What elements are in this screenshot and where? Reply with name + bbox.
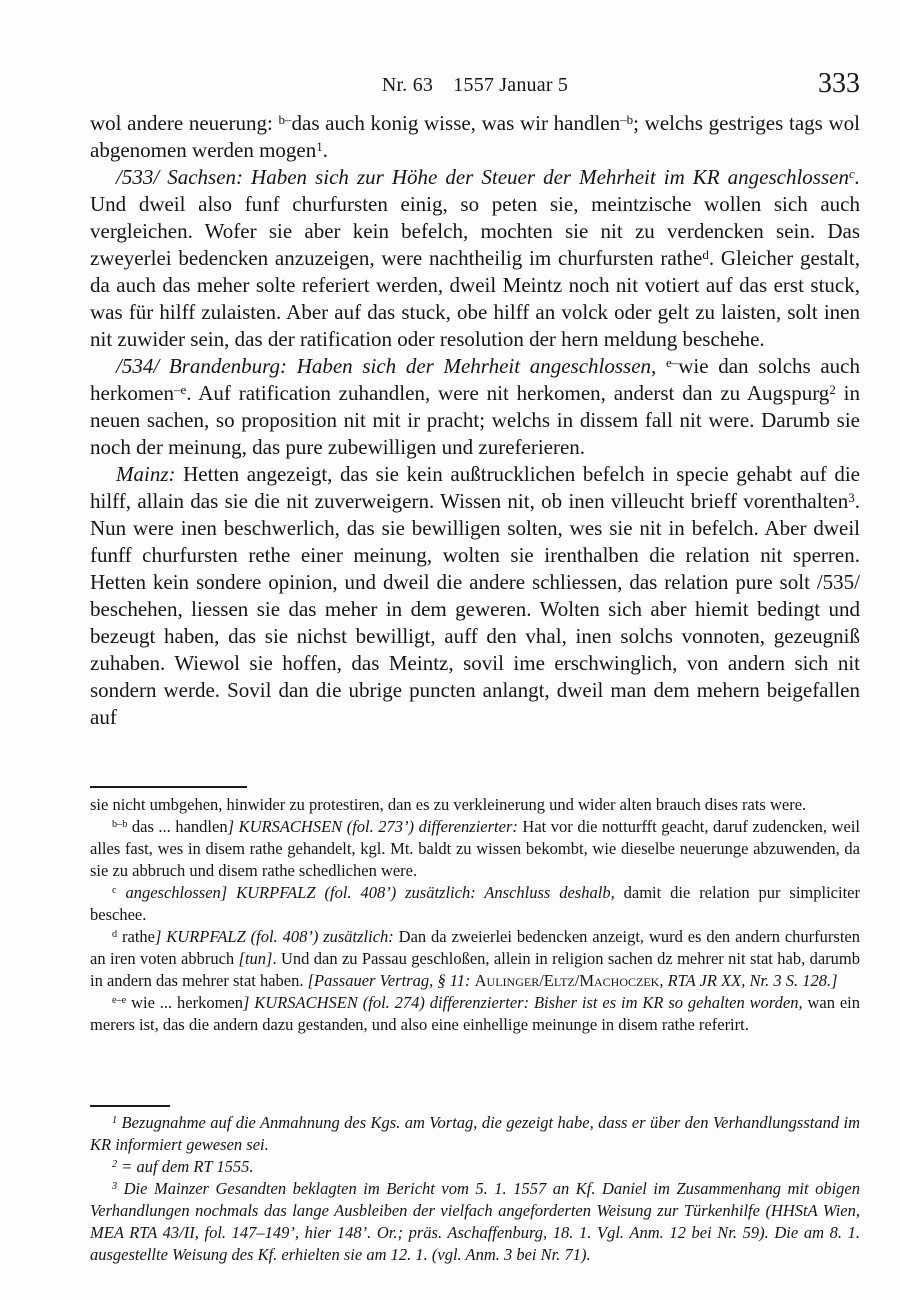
text-segment: das auch konig wisse, was wir handlen — [291, 111, 621, 135]
text-segment: Hetten angezeigt, das sie kein außtrucklichen befelch in specie gehabt auf die hilff, allain das sie die nit zuverweigern. Wissen nit, ob inen villeucht brieff vorenthalten — [90, 462, 860, 513]
apparatus-separator-rule — [90, 786, 247, 788]
text-segment: das ... handlen — [127, 817, 228, 836]
footnote — [90, 1178, 860, 1266]
note-marker: c — [848, 166, 855, 182]
footnote — [90, 1112, 860, 1156]
note-marker: e– — [665, 355, 679, 371]
footnote — [90, 1156, 860, 1178]
text-segment: . Und dan zu Passau geschloßen, allein in religion sachen dz mehrer nit stat hab, darumb in andern das mehrer stat haben. — [90, 949, 860, 990]
text-segment: . Auf ratification zuhandlen, were nit herkomen, anderst dan zu Augspurg — [186, 381, 830, 405]
apparatus-note — [90, 992, 860, 1036]
body-paragraph — [90, 164, 860, 353]
text-segment: [tun] — [238, 949, 273, 968]
note-marker: 3 — [848, 490, 855, 506]
text-segment: . — [322, 138, 329, 162]
text-segment: /533/ Sachsen: Haben sich zur Höhe der Steuer der Mehrheit im KR angeschlossen — [116, 165, 849, 189]
text-segment: rathe — [117, 927, 155, 946]
text-segment: ] KURSACHSEN (fol. 273’) differenzierter: — [227, 817, 518, 836]
note-marker: d — [112, 929, 118, 941]
text-segment: ] KURPFALZ (fol. 408’) zusätzlich: — [154, 927, 394, 946]
page-number: 333 — [818, 68, 860, 99]
text-segment: . Gleicher gestalt, da auch das meher solte referiert werden, dweil Meintz noch nit votiert auf das erst stuck, was für hilff zulaisten. Aber auf das stuck, obe hilff an volck oder gelt zu laisten, solt inen nit zuwider sein, das der ratification oder resolution der hern meldung beschehe. — [90, 246, 861, 351]
text-segment: Bezugnahme auf die Anmahnung des Kgs. am Vortag, die gezeigt habe, dass er über den Verhandlungsstand im KR informiert gewesen sei. — [90, 1113, 860, 1154]
note-marker: c — [112, 885, 117, 897]
text-segment: Und dweil also funf churfursten einig, so peten sie, meintzische wollen sich auch vergleichen. Wofer sie aber kein befelch, mochten sie nit zu verdencken sein. Das zweyerlei bedencken anzuzeigen, were nachtheilig im churfursten rathe — [90, 192, 860, 270]
text-segment: . — [854, 165, 860, 189]
text-segment: Hat vor die notturfft geacht, daruf zudencken, weil alles fast, wes in disem rathe gehandelt, kgl. Mt. baldt zu wissen bekombt, wie dieselbe neuerunge abzuwenden, da sie zu abbruch und disem rathe schedlichen were. — [90, 817, 860, 880]
text-segment: . Nun were inen beschwerlich, das sie bewilligen solten, wes sie nit in befelch. Aber dweil funff churfursten rethe einer meinung, wolten sie irenthalben die relation nit sperren. Hetten kein sondere opinion, und dweil die andere schliessen, das relation pure solt /535/ beschehen, liessen sie das meher in dem geweren. Wolten sich aber hiemit bedingt und bezeugt haben, das sie nichst bewilligt, auff den vhal, inen solchs vonnoten, gezeugniß zuhaben. Wiewol sie hoffen, das Meintz, sovil ime erschwinglich, von andern sich nit sondern werde. Sovil dan die ubrige puncten anlangt, dweil man dem mehern beigefallen auf — [90, 489, 860, 729]
main-text-block — [90, 110, 860, 731]
note-marker: –e — [173, 382, 187, 398]
apparatus-note — [90, 794, 860, 816]
body-paragraph — [90, 110, 860, 164]
body-paragraph — [90, 461, 860, 731]
text-segment: angeschlossen] KURPFALZ (fol. 408’) zusätzlich: Anschluss deshalb, — [116, 883, 615, 902]
text-segment: wie ... herkomen — [126, 993, 243, 1012]
text-segment: , RTA JR XX, Nr. 3 S. 128.] — [659, 971, 838, 990]
body-paragraph — [90, 353, 860, 461]
text-segment: /534/ Brandenburg: Haben sich der Mehrheit angeschlossen, — [116, 354, 657, 378]
text-segment: = auf dem RT 1555. — [117, 1157, 254, 1176]
text-segment: wie dan solchs auch herkomen — [90, 354, 860, 405]
note-marker: d — [702, 247, 709, 263]
note-marker: 2 — [829, 382, 836, 398]
note-marker: 1 — [316, 139, 323, 155]
text-segment: in neuen sachen, so proposition nit mit ir pracht; welchs in dissem fall nit were. Darumb sie noch der meinung, das pure zubewilligen und zureferieren. — [90, 381, 860, 459]
text-segment: sie nicht umbgehen, hinwider zu protestiren, dan es zu verkleinerung und wider alten brauch dises rats were. — [90, 795, 807, 814]
page-header — [90, 68, 860, 110]
note-marker: –b — [620, 112, 634, 128]
text-segment: [Passauer Vertrag, § 11: — [307, 971, 475, 990]
text-segment: wan ein merers ist, das die andern dazu gestanden, und also eine einhellige meinunge in disem rathe referirt. — [90, 993, 860, 1034]
text-segment: wol andere neuerung: — [90, 111, 279, 135]
text-segment — [656, 354, 666, 378]
apparatus-note — [90, 926, 860, 992]
note-marker: 3 — [112, 1181, 118, 1193]
text-segment: ; welchs gestriges tags wol abgenomen werden mogen — [90, 111, 861, 162]
running-title: Nr. 63 1557 Januar 5 — [381, 74, 569, 96]
critical-apparatus-block — [90, 794, 860, 1036]
text-segment: Mainz: — [116, 462, 176, 486]
apparatus-note — [90, 882, 860, 926]
note-marker: b–b — [112, 819, 128, 831]
editor-footnotes-block — [90, 1112, 860, 1266]
note-marker: e–e — [112, 995, 127, 1007]
text-segment: Aulinger/Eltz/Machoczek — [474, 971, 660, 990]
text-segment: Die Mainzer Gesandten beklagten im Bericht vom 5. 1. 1557 an Kf. Daniel im Zusammenhang mit obigen Verhandlungen nochmals das lange Ausbleiben der vielfach angeforderten Weisung zur Türkenhilfe (HHStA Wien, MEA RTA 43/II, fol. 147–149’, hier 148’. Or.; präs. Aschaffenburg, 18. 1. Vgl. Anm. 12 bei Nr. 59). Die am 8. 1. ausgestellte Weisung des Kf. erhielten sie am 12. 1. (vgl. Anm. 3 bei Nr. 71). — [90, 1179, 860, 1264]
note-marker: 2 — [112, 1159, 118, 1171]
note-marker: 1 — [112, 1115, 118, 1127]
apparatus-note — [90, 816, 860, 882]
footnote-separator-rule — [90, 1105, 170, 1107]
text-segment: Dan da zweierlei bedencken anzeigt, wurd es den andern churfursten an iren voten abbruch — [90, 927, 860, 968]
text-segment: ] KURSACHSEN (fol. 274) differenzierter: Bisher ist es im KR so gehalten worden, — [243, 993, 803, 1012]
note-marker: b– — [278, 112, 292, 128]
text-segment: damit die relation pur simpliciter beschee. — [90, 883, 860, 924]
